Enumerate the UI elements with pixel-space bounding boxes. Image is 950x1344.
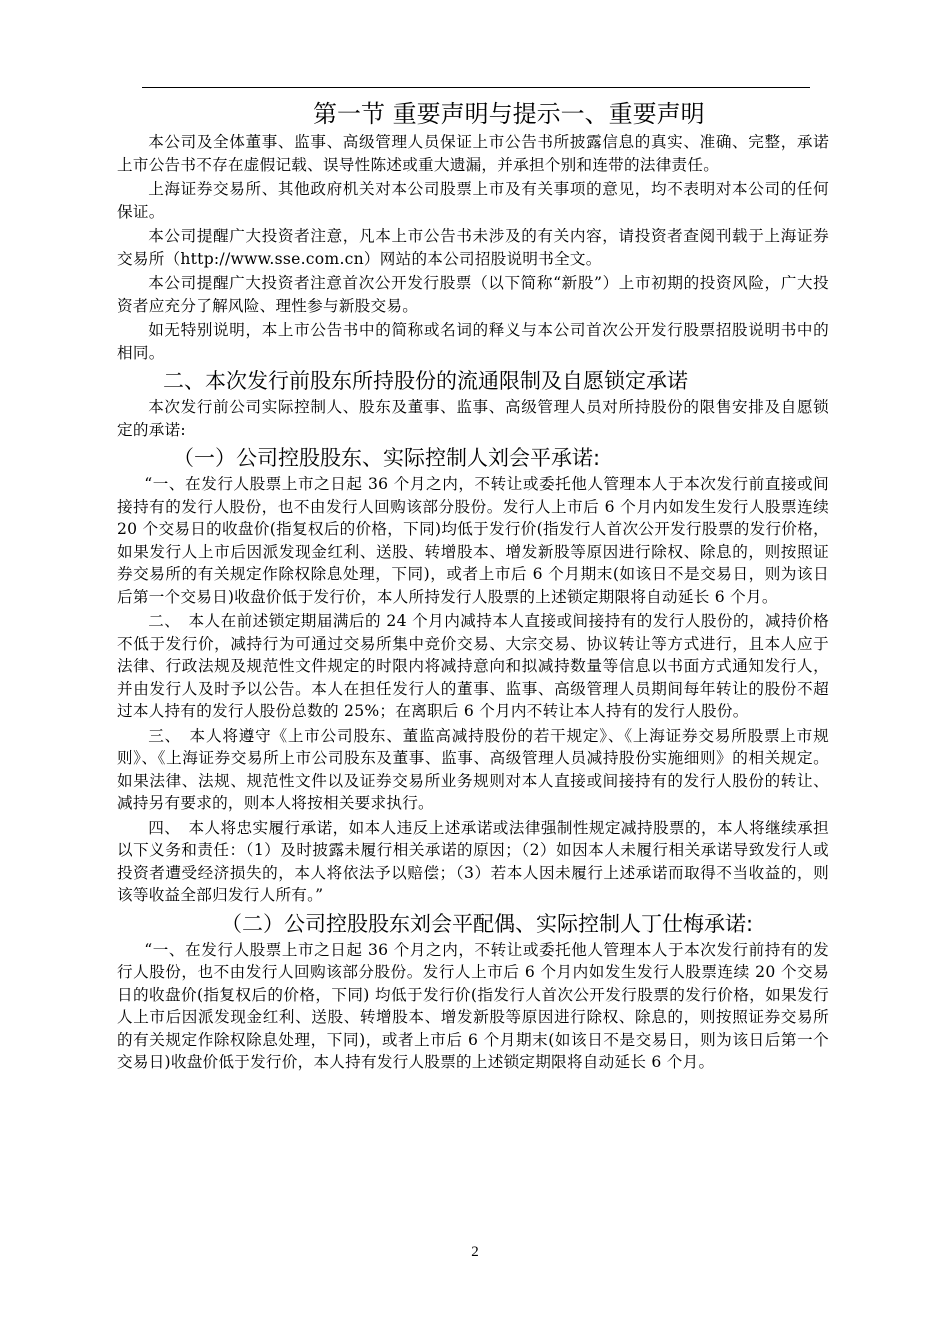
page-number: 2 bbox=[471, 1244, 479, 1260]
sub-heading-liu: （一）公司控股股东、实际控制人刘会平承诺: bbox=[173, 446, 601, 470]
paragraph: “一、在发行人股票上市之日起 36 个月之内，不转让或委托他人管理本人于本次发行前持有的发行人股份，也不由发行人回购该部分股份。发行人上市后 6 个月内如发生发行人股票连续 20 个交易日的收盘价(指复权后的价格，下同) 均低于发行价(指发行人首次公开发行股票的发行价格，如果发行人上市后因派发现金红利、送股、转增股本、增发新股等原因进行除权、除息的，则按照证券交易所的有关规定作除权除息处理，下同)，或者上市后 6 个月期末(如该日不是交易日，则为该日后第一个交易日)收盘价低于发行价，本人持有发行人股票的上述锁定期限将自动延长 6 个月。 bbox=[117, 940, 829, 1071]
paragraph: 二、 本人在前述锁定期届满后的 24 个月内减持本人直接或间接持有的发行人股份的，减持价格不低于发行价，减持行为可通过交易所集中竞价交易、大宗交易、协议转让等方式进行，且本人应于法律、行政法规及规范性文件规定的时限内将减持意向和拟减持数量等信息以书面方式通知发行人，并由发行人及时予以公告。本人在担任发行人的董事、监事、高级管理人员期间每年转让的股份不超过本人持有的发行人股份总数的 25%；在离职后 6 个月内不转让本人持有的发行人股份。 bbox=[117, 612, 829, 720]
subsection-heading: 二、本次发行前股东所持股份的流通限制及自愿锁定承诺 bbox=[163, 369, 688, 393]
paragraph: 本次发行前公司实际控制人、股东及董事、监事、高级管理人员对所持股份的限售安排及自愿锁定的承诺: bbox=[117, 398, 829, 439]
paragraph: 三、 本人将遵守《上市公司股东、董监高减持股份的若干规定》、《上海证券交易所股票上市规则》、《上海证券交易所上市公司股东及董事、监事、高级管理人员减持股份实施细则》的相关规定。如果法律、法规、规范性文件以及证券交易所业务规则对本人直接或间接持有的发行人股份的转让、减持另有要求的，则本人将按相关要求执行。 bbox=[117, 726, 829, 812]
paragraph: 本公司提醒广大投资者注意，凡本上市公告书未涉及的有关内容，请投资者查阅刊载于上海证券交易所（http://www.sse.com.cn）网站的本公司招股说明书全文。 bbox=[117, 227, 829, 268]
header-rule bbox=[142, 87, 810, 88]
section-heading: 第一节 重要声明与提示一、重要声明 bbox=[313, 100, 705, 128]
paragraph: 本公司提醒广大投资者注意首次公开发行股票（以下简称“新股”）上市初期的投资风险，广大投资者应充分了解风险、理性参与新股交易。 bbox=[117, 274, 829, 315]
paragraph: 本公司及全体董事、监事、高级管理人员保证上市公告书所披露信息的真实、准确、完整，承诺上市公告书不存在虚假记载、误导性陈述或重大遗漏，并承担个别和连带的法律责任。 bbox=[117, 133, 829, 174]
paragraph: 如无特别说明，本上市公告书中的简称或名词的释义与本公司首次公开发行股票招股说明书中的相同。 bbox=[117, 321, 829, 362]
paragraph: “一、在发行人股票上市之日起 36 个月之内，不转让或委托他人管理本人于本次发行前直接或间接持有的发行人股份，也不由发行人回购该部分股份。发行人上市后 6 个月内如发生发行人股票连续 20 个交易日的收盘价(指复权后的价格，下同)均低于发行价(指发行人首次公开发行股票的发行价格，如果发行人上市后因派发现金红利、送股、转增股本、增发新股等原因进行除权、除息的，则按照证券交易所的有关规定作除权除息处理，下同)，或者上市后 6 个月期末(如该日不是交易日，则为该日后第一个交易日)收盘价低于发行价，本人所持发行人股票的上述锁定期限将自动延长 6 个月。 bbox=[117, 475, 829, 606]
paragraph: 上海证券交易所、其他政府机关对本公司股票上市及有关事项的意见，均不表明对本公司的任何保证。 bbox=[117, 180, 829, 221]
sub-heading-ding: （二）公司控股股东刘会平配偶、实际控制人丁仕梅承诺: bbox=[221, 911, 754, 936]
paragraph: 四、 本人将忠实履行承诺，如本人违反上述承诺或法律强制性规定减持股票的，本人将继续承担以下义务和责任：（1）及时披露未履行相关承诺的原因；（2）如因本人未履行相关承诺导致发行人或投资者遭受经济损失的，本人将依法予以赔偿；（3）若本人因未履行上述承诺而取得不当收益的，则该等收益全部归发行人所有。” bbox=[117, 818, 829, 904]
page-content bbox=[117, 97, 829, 1074]
